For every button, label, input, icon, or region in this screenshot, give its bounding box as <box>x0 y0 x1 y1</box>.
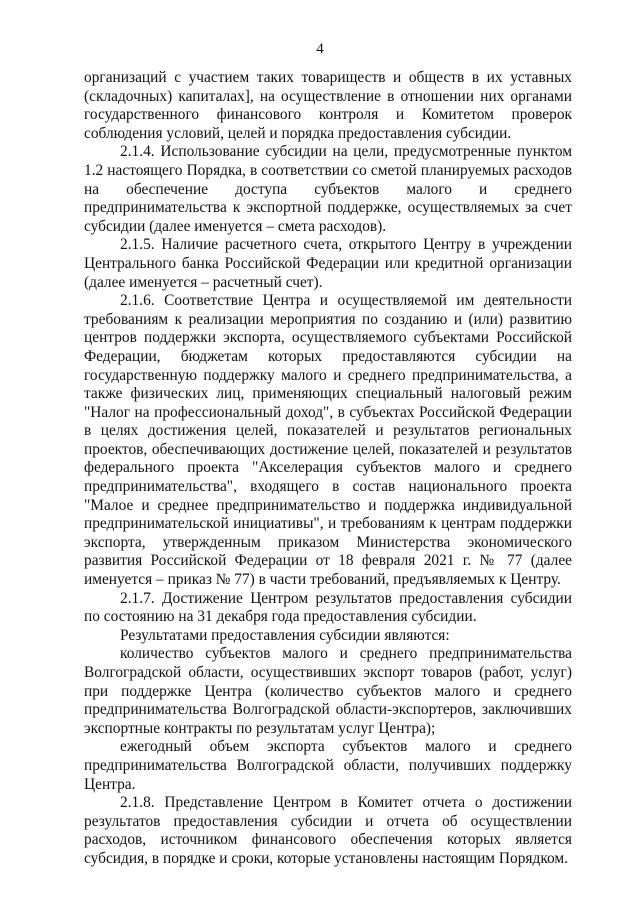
paragraph-result-count: количество субъектов малого и среднего предпринимательства Волгоградской области, осуществивших экспорт товаров (работ, услуг) при поддержке Центра (количество субъектов малого и среднего предпринимательства Волгоградской области-экспортеров, заключивших экспортные контракты по результатам услуг Центра); <box>84 645 572 737</box>
paragraph-2-1-7: 2.1.7. Достижение Центром результатов предоставления субсидии по состоянию на 31 декабря года предоставления субсидии. <box>84 589 572 626</box>
paragraph-2-1-4: 2.1.4. Использование субсидии на цели, предусмотренные пунктом 1.2 настоящего Порядка, в соответствии со сметой планируемых расходов на обеспечение доступа субъектов малого и среднего предпринимательства к экспортной поддержке, осуществляемых за счет субсидии (далее именуется – смета расходов). <box>84 143 572 235</box>
body-text <box>84 69 572 869</box>
paragraph-2-1-5: 2.1.5. Наличие расчетного счета, открытого Центру в учреждении Центрального банка Российской Федерации или кредитной организации (далее именуется – расчетный счет). <box>84 236 572 291</box>
paragraph-continuation: организаций с участием таких товариществ и обществ в их уставных (складочных) капиталах], на осуществление в отношении них органами государственного финансового контроля и Комитетом проверок соблюдения условий, целей и порядка предоставления субсидии. <box>84 69 572 142</box>
page-number: 4 <box>316 41 324 57</box>
paragraph-2-1-6: 2.1.6. Соответствие Центра и осуществляемой им деятельности требованиям к реализации мероприятия по созданию и (или) развитию центров поддержки экспорта, осуществляемого субъектами Российской Федерации, бюджетам которых предоставляются субсидии на государственную поддержку малого и среднего предпринимательства, а также физических лиц, применяющих специальный налоговый режим "Налог на профессиональный доход", в субъектах Российской Федерации в целях достижения целей, показателей и результатов региональных проектов, обеспечивающих достижение целей, показателей и результатов федерального проекта "Акселерация субъектов малого и среднего предпринимательства", входящего в состав национального проекта "Малое и среднее предпринимательство и поддержка индивидуальной предпринимательской инициативы", и требованиям к центрам поддержки экспорта, утвержденным приказом Министерства экономического развития Российской Федерации от 18 февраля 2021 г. № 77 (далее именуется – приказ № 77) в части требований, предъявляемых к Центру. <box>84 292 572 589</box>
paragraph-result-volume: ежегодный объем экспорта субъектов малого и среднего предпринимательства Волгоградской области, получивших поддержку Центра. <box>84 738 572 793</box>
paragraph-2-1-8: 2.1.8. Представление Центром в Комитет отчета о достижении результатов предоставления субсидии и отчета об осуществлении расходов, источником финансового обеспечения которых является субсидия, в порядке и сроки, которые установлены настоящим Порядком. <box>84 794 572 867</box>
paragraph-results-intro: Результатами предоставления субсидии являются: <box>120 626 450 644</box>
